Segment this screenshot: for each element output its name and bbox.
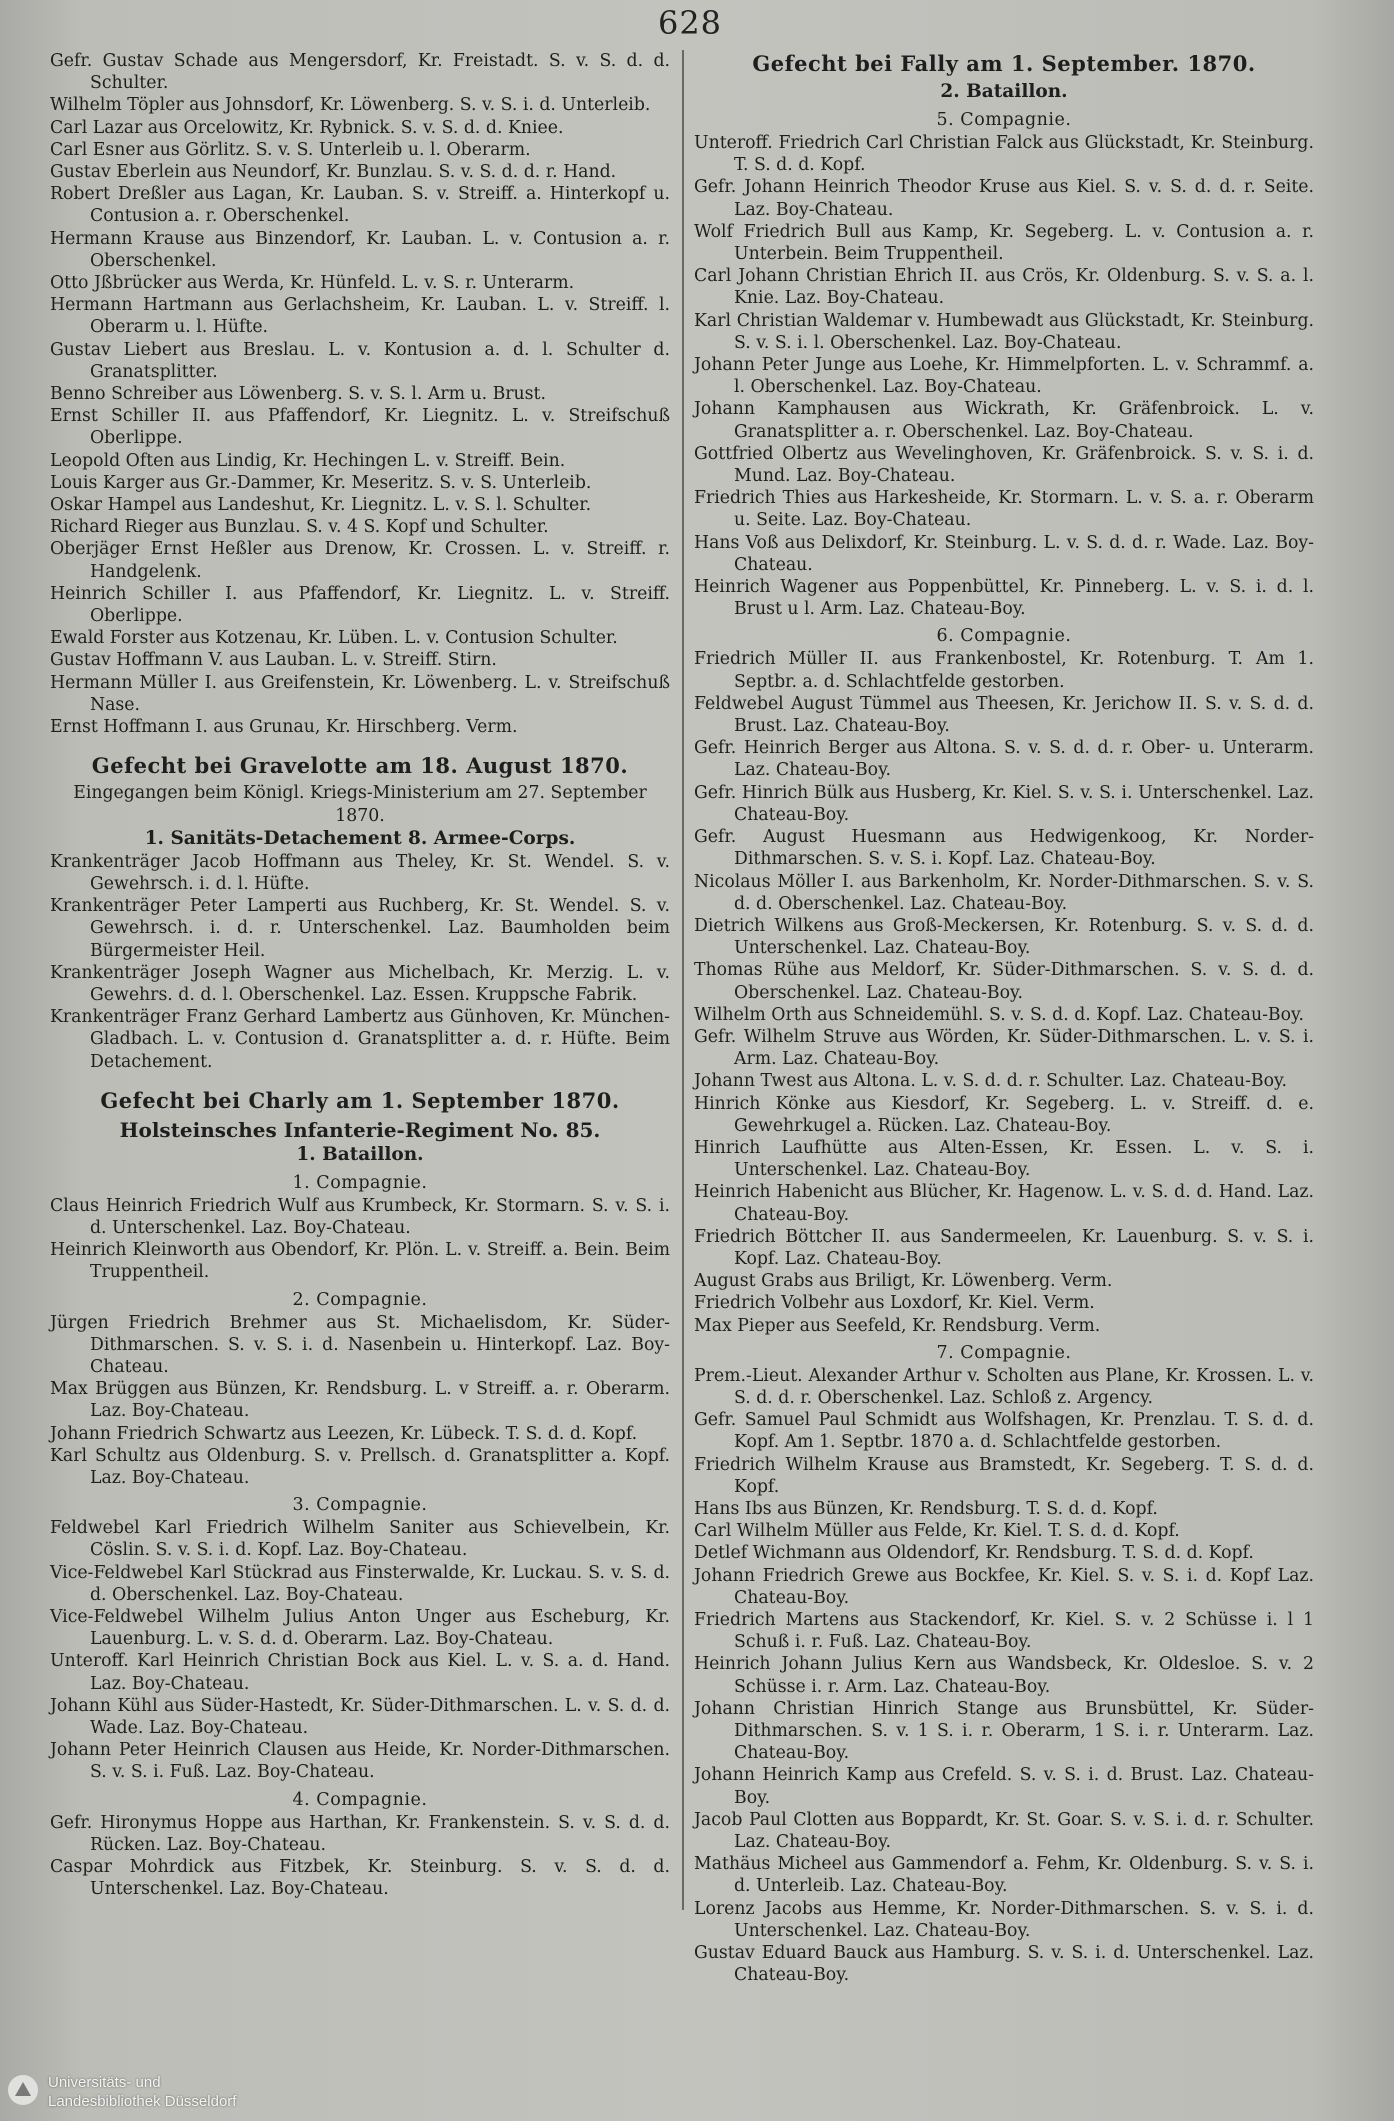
casualty-entry: Wolf Friedrich Bull aus Kamp, Kr. Segeberg. L. v. Contusion a. r. Unterbein. Beim Truppentheil. bbox=[694, 221, 1314, 265]
casualty-entry: Oberjäger Ernst Heßler aus Drenow, Kr. Crossen. L. v. Streiff. r. Handgelenk. bbox=[50, 539, 670, 582]
casualty-entry: Friedrich Martens aus Stackendorf, Kr. Kiel. S. v. 2 Schüsse i. l 1 Schuß i. r. Fuß. Laz. Chateau-Boy. bbox=[694, 1610, 1314, 1653]
casualty-entry: Johann Christian Hinrich Stange aus Brunsbüttel, Kr. Süder-Dithmarschen. S. v. 1 S. i. r. Oberarm, 1 S. i. r. Unterarm. Laz. Chateau-Boy. bbox=[694, 1698, 1314, 1764]
casualty-entry: Benno Schreiber aus Löwenberg. S. v. S. l. Arm u. Brust. bbox=[50, 384, 546, 405]
casualty-entry: Wilhelm Orth aus Schneidemühl. S. v. S. d. d. Kopf. Laz. Chateau-Boy. bbox=[694, 1004, 1304, 1025]
unit-heading: 1. Sanitäts-Detachement 8. Armee-Corps. bbox=[144, 827, 576, 849]
casualty-entry: Jacob Paul Clotten aus Boppardt, Kr. St. Goar. S. v. S. i. d. r. Schulter. Laz. Chateau-Boy. bbox=[694, 1809, 1314, 1853]
library-credit bbox=[48, 2073, 236, 2111]
casualty-entry: Ewald Forster aus Kotzenau, Kr. Lüben. L. v. Contusion Schulter. bbox=[50, 628, 618, 649]
casualty-entry: Detlef Wichmann aus Oldendorf, Kr. Rendsburg. T. S. d. d. Kopf. bbox=[694, 1543, 1254, 1564]
casualty-entry: Gefr. Johann Heinrich Theodor Kruse aus Kiel. S. v. S. d. d. r. Seite. Laz. Boy-Chateau. bbox=[694, 177, 1314, 220]
casualty-entry: Krankenträger Joseph Wagner aus Michelbach, Kr. Merzig. L. v. Gewehrs. d. d. l. Oberschenkel. Laz. Essen. Kruppsche Fabrik. bbox=[50, 962, 670, 1005]
casualty-entry: Hans Voß aus Delixdorf, Kr. Steinburg. L. v. S. d. d. r. Wade. Laz. Boy-Chateau. bbox=[694, 532, 1314, 575]
right-column bbox=[694, 50, 1314, 1986]
casualty-entry: Carl Lazar aus Orcelowitz, Kr. Rybnick. S. v. S. d. d. Kniee. bbox=[50, 117, 564, 138]
casualty-entry: Claus Heinrich Friedrich Wulf aus Krumbeck, Kr. Stormarn. S. v. S. i. d. Unterschenkel. Laz. Boy-Chateau. bbox=[50, 1195, 670, 1238]
casualty-entry: Hermann Müller I. aus Greifenstein, Kr. Löwenberg. L. v. Streifschuß Nase. bbox=[50, 672, 670, 715]
casualty-entry: Johann Heinrich Kamp aus Crefeld. S. v. S. i. d. Brust. Laz. Chateau-Boy. bbox=[694, 1765, 1314, 1808]
library-credit-line2: Landesbibliothek Düsseldorf bbox=[48, 2093, 237, 2110]
casualty-entry: Max Brüggen aus Bünzen, Kr. Rendsburg. L. v Streiff. a. r. Oberarm. Laz. Boy-Chateau. bbox=[50, 1379, 670, 1422]
casualty-entry: Gefr. Hironymus Hoppe aus Harthan, Kr. Frankenstein. S. v. S. d. d. Rücken. Laz. Boy-Chateau. bbox=[50, 1812, 670, 1855]
casualty-entry: Gefr. August Huesmann aus Hedwigenkoog, Kr. Norder-Dithmarschen. S. v. S. i. Kopf. Laz. Chateau-Boy. bbox=[694, 827, 1314, 870]
casualty-entry: Krankenträger Franz Gerhard Lambertz aus Günhoven, Kr. München-Gladbach. L. v. Contusion d. Granatsplitter a. d. r. Hüfte. Beim Detachement. bbox=[50, 1007, 670, 1072]
casualty-entry: Oskar Hampel aus Landeshut, Kr. Liegnitz. L. v. S. l. Schulter. bbox=[50, 495, 592, 516]
left-column bbox=[50, 50, 670, 1910]
casualty-entry: Lorenz Jacobs aus Hemme, Kr. Norder-Dithmarschen. S. v. S. i. d. Unterschenkel. Laz. Chateau-Boy. bbox=[694, 1898, 1314, 1941]
casualty-entry: Heinrich Johann Julius Kern aus Wandsbeck, Kr. Oldesloe. S. v. 2 Schüsse i. r. Arm. Laz. Chateau-Boy. bbox=[694, 1654, 1314, 1697]
casualty-entry: Hermann Hartmann aus Gerlachsheim, Kr. Lauban. L. v. Streiff. l. Oberarm u. l. Hüfte. bbox=[50, 295, 670, 338]
casualty-entry: Dietrich Wilkens aus Groß-Meckersen, Kr. Rotenburg. S. v. S. d. d. Unterschenkel. Laz. Chateau-Boy. bbox=[694, 915, 1314, 959]
casualty-entry: Vice-Feldwebel Karl Stückrad aus Finsterwalde, Kr. Luckau. S. v. S. d. d. Oberschenkel. Laz. Boy-Chateau. bbox=[50, 1562, 670, 1605]
casualty-entry: Otto Jßbrücker aus Werda, Kr. Hünfeld. L. v. S. r. Unterarm. bbox=[50, 273, 575, 294]
page-number: 628 bbox=[657, 4, 723, 42]
regiment-heading: Holsteinsches Infanterie-Regiment No. 85. bbox=[119, 1117, 601, 1142]
casualty-entry: Gustav Hoffmann V. aus Lauban. L. v. Streiff. Stirn. bbox=[50, 650, 497, 671]
casualty-entry: Karl Christian Waldemar v. Humbewadt aus Glückstadt, Kr. Steinburg. S. v. S. i. l. Oberschenkel. Laz. Boy-Chateau. bbox=[694, 310, 1314, 353]
casualty-entry: Friedrich Böttcher II. aus Sandermeelen, Kr. Lauenburg. S. v. S. i. Kopf. Laz. Chateau-Boy. bbox=[694, 1226, 1314, 1269]
report-note: Eingegangen beim Königl. Kriegs-Ministerium am 27. September 1870. bbox=[73, 783, 647, 826]
casualty-entry: Vice-Feldwebel Wilhelm Julius Anton Unger aus Escheburg, Kr. Lauenburg. L. v. S. d. d. Oberarm. Laz. Boy-Chateau. bbox=[50, 1606, 670, 1650]
casualty-entry: Carl Wilhelm Müller aus Felde, Kr. Kiel. T. S. d. d. Kopf. bbox=[694, 1521, 1180, 1542]
casualty-entry: Nicolaus Möller I. aus Barkenholm, Kr. Norder-Dithmarschen. S. v. S. d. d. Oberschenkel. Laz. Chateau-Boy. bbox=[694, 871, 1314, 914]
casualty-entry: Gustav Liebert aus Breslau. L. v. Kontusion a. d. l. Schulter d. Granatsplitter. bbox=[50, 339, 670, 382]
casualty-entry: Friedrich Wilhelm Krause aus Bramstedt, Kr. Segeberg. T. S. d. d. Kopf. bbox=[694, 1454, 1314, 1497]
casualty-entry: Ernst Schiller II. aus Pfaffendorf, Kr. Liegnitz. L. v. Streifschuß Oberlippe. bbox=[50, 406, 670, 449]
casualty-entry: Johann Peter Junge aus Loehe, Kr. Himmelpforten. L. v. Schrammf. a. l. Oberschenkel. Laz. Boy-Chateau. bbox=[694, 355, 1314, 398]
company-heading: 1. Compagnie. bbox=[292, 1172, 428, 1193]
casualty-entry: Johann Friedrich Schwartz aus Leezen, Kr. Lübeck. T. S. d. d. Kopf. bbox=[50, 1423, 638, 1444]
casualty-entry: Gottfried Olbertz aus Wevelinghoven, Kr. Gräfenbroick. S. v. S. i. d. Mund. Laz. Boy-Chateau. bbox=[694, 443, 1314, 487]
casualty-entry: Unteroff. Friedrich Carl Christian Falck aus Glückstadt, Kr. Steinburg. T. S. d. d. Kopf. bbox=[694, 133, 1314, 176]
casualty-entry: Johann Peter Heinrich Clausen aus Heide, Kr. Norder-Dithmarschen. S. v. S. i. Fuß. Laz. Boy-Chateau. bbox=[50, 1740, 670, 1783]
casualty-entry: Johann Twest aus Altona. L. v. S. d. d. r. Schulter. Laz. Chateau-Boy. bbox=[694, 1071, 1287, 1092]
battle-heading: Gefecht bei Gravelotte am 18. August 1870. bbox=[91, 753, 629, 779]
library-logo-icon bbox=[6, 2073, 40, 2107]
casualty-entry: Gefr. Heinrich Berger aus Altona. S. v. S. d. d. r. Ober- u. Unterarm. Laz. Chateau-Boy. bbox=[694, 738, 1314, 781]
casualty-entry: Gefr. Samuel Paul Schmidt aus Wolfshagen, Kr. Prenzlau. T. S. d. d. Kopf. Am 1. Septbr. 1870 a. d. Schlachtfelde gestorben. bbox=[694, 1410, 1314, 1453]
casualty-entry: Friedrich Volbehr aus Loxdorf, Kr. Kiel. Verm. bbox=[694, 1293, 1095, 1314]
company-heading: 2. Compagnie. bbox=[292, 1289, 428, 1310]
casualty-entry: Heinrich Kleinworth aus Obendorf, Kr. Plön. L. v. Streiff. a. Bein. Beim Truppentheil. bbox=[50, 1240, 670, 1283]
company-heading: 7. Compagnie. bbox=[936, 1342, 1072, 1363]
casualty-entry: August Grabs aus Briligt, Kr. Löwenberg. Verm. bbox=[694, 1271, 1113, 1292]
casualty-entry: Friedrich Müller II. aus Frankenbostel, Kr. Rotenburg. T. Am 1. Septbr. a. d. Schlachtfelde gestorben. bbox=[694, 649, 1314, 692]
casualty-entry: Gefr. Gustav Schade aus Mengersdorf, Kr. Freistadt. S. v. S. d. d. Schulter. bbox=[50, 51, 670, 94]
casualty-entry: Gustav Eberlein aus Neundorf, Kr. Bunzlau. S. v. S. d. d. r. Hand. bbox=[50, 162, 617, 183]
casualty-entry: Feldwebel August Tümmel aus Theesen, Kr. Jerichow II. S. v. S. d. d. Brust. Laz. Chateau-Boy. bbox=[694, 693, 1314, 737]
casualty-entry: Prem.-Lieut. Alexander Arthur v. Scholten aus Plane, Kr. Krossen. L. v. S. d. d. r. Oberschenkel. Laz. Schloß z. Argency. bbox=[694, 1365, 1314, 1408]
casualty-entry: Caspar Mohrdick aus Fitzbek, Kr. Steinburg. S. v. S. d. d. Unterschenkel. Laz. Boy-Chateau. bbox=[50, 1857, 670, 1900]
battle-heading: Gefecht bei Charly am 1. September 1870. bbox=[100, 1087, 620, 1113]
casualty-entry: Gefr. Wilhelm Struve aus Wörden, Kr. Süder-Dithmarschen. L. v. S. i. Arm. Laz. Chateau-Boy. bbox=[694, 1026, 1314, 1070]
casualty-entry: Johann Friedrich Grewe aus Bockfee, Kr. Kiel. S. v. S. i. d. Kopf Laz. Chateau-Boy. bbox=[694, 1565, 1314, 1608]
company-heading: 3. Compagnie. bbox=[292, 1495, 428, 1516]
casualty-entry: Mathäus Micheel aus Gammendorf a. Fehm, Kr. Oldenburg. S. v. S. i. d. Unterleib. Laz. Chateau-Boy. bbox=[694, 1854, 1314, 1897]
casualty-entry: Thomas Rühe aus Meldorf, Kr. Süder-Dithmarschen. S. v. S. d. d. Oberschenkel. Laz. Chateau-Boy. bbox=[694, 960, 1314, 1003]
casualty-entry: Gefr. Hinrich Bülk aus Husberg, Kr. Kiel. S. v. S. i. Unterschenkel. Laz. Chateau-Boy. bbox=[694, 782, 1314, 825]
casualty-entry: Friedrich Thies aus Harkesheide, Kr. Stormarn. L. v. S. a. r. Oberarm u. Seite. Laz. Boy-Chateau. bbox=[694, 488, 1314, 531]
battle-heading: Gefecht bei Fally am 1. September. 1870. bbox=[752, 51, 1256, 76]
casualty-entry: Hinrich Könke aus Kiesdorf, Kr. Segeberg. L. v. Streiff. d. e. Gewehrkugel a. Rücken. Laz. Chateau-Boy. bbox=[694, 1093, 1314, 1136]
casualty-entry: Carl Esner aus Görlitz. S. v. S. Unterleib u. l. Oberarm. bbox=[50, 139, 531, 160]
company-heading: 5. Compagnie. bbox=[936, 110, 1072, 130]
company-heading: 4. Compagnie. bbox=[292, 1789, 428, 1810]
casualty-entry: Hinrich Laufhütte aus Alten-Essen, Kr. Essen. L. v. S. i. Unterschenkel. Laz. Chateau-Boy. bbox=[694, 1137, 1314, 1181]
casualty-entry: Leopold Often aus Lindig, Kr. Hechingen L. v. Streiff. Bein. bbox=[50, 450, 566, 471]
casualty-entry: Max Pieper aus Seefeld, Kr. Rendsburg. Verm. bbox=[694, 1315, 1101, 1336]
library-credit-line1: Universitäts- und bbox=[48, 2074, 161, 2091]
casualty-entry: Robert Dreßler aus Lagan, Kr. Lauban. S. v. Streiff. a. Hinterkopf u. Contusion a. r. Oberschenkel. bbox=[50, 184, 670, 227]
casualty-entry: Heinrich Schiller I. aus Pfaffendorf, Kr. Liegnitz. L. v. Streiff. Oberlippe. bbox=[50, 583, 670, 627]
casualty-entry: Johann Kühl aus Süder-Hastedt, Kr. Süder-Dithmarschen. L. v. S. d. d. Wade. Laz. Boy-Chateau. bbox=[50, 1695, 670, 1738]
casualty-entry: Ernst Hoffmann I. aus Grunau, Kr. Hirschberg. Verm. bbox=[50, 717, 518, 738]
unit-heading: 1. Bataillon. bbox=[296, 1143, 424, 1165]
casualty-entry: Johann Kamphausen aus Wickrath, Kr. Gräfenbroick. L. v. Granatsplitter a. r. Oberschenkel. Laz. Boy-Chateau. bbox=[694, 399, 1314, 442]
casualty-entry: Heinrich Habenicht aus Blücher, Kr. Hagenow. L. v. S. d. d. Hand. Laz. Chateau-Boy. bbox=[694, 1182, 1314, 1225]
casualty-entry: Richard Rieger aus Bunzlau. S. v. 4 S. Kopf und Schulter. bbox=[50, 517, 549, 538]
casualty-entry: Louis Karger aus Gr.-Dammer, Kr. Meseritz. S. v. S. Unterleib. bbox=[50, 472, 592, 493]
casualty-entry: Unteroff. Karl Heinrich Christian Bock aus Kiel. L. v. S. a. d. Hand. Laz. Boy-Chateau. bbox=[50, 1651, 670, 1694]
casualty-entry: Hermann Krause aus Binzendorf, Kr. Lauban. L. v. Contusion a. r. Oberschenkel. bbox=[50, 228, 670, 271]
casualty-entry: Feldwebel Karl Friedrich Wilhelm Saniter aus Schievelbein, Kr. Cöslin. S. v. S. i. d. Kopf. Laz. Boy-Chateau. bbox=[50, 1518, 670, 1561]
casualty-entry: Carl Johann Christian Ehrich II. aus Crös, Kr. Oldenburg. S. v. S. a. l. Knie. Laz. Boy-Chateau. bbox=[694, 266, 1314, 309]
library-footer bbox=[0, 2051, 260, 2121]
casualty-entry: Karl Schultz aus Oldenburg. S. v. Prellsch. d. Granatsplitter a. Kopf. Laz. Boy-Chateau. bbox=[50, 1445, 670, 1488]
column-divider bbox=[682, 50, 684, 1910]
unit-heading: 2. Bataillon. bbox=[940, 81, 1068, 102]
casualty-entry: Wilhelm Töpler aus Johnsdorf, Kr. Löwenberg. S. v. S. i. d. Unterleib. bbox=[50, 95, 651, 116]
casualty-entry: Heinrich Wagener aus Poppenbüttel, Kr. Pinneberg. L. v. S. i. d. l. Brust u l. Arm. Laz. Chateau-Boy. bbox=[694, 577, 1314, 620]
casualty-entry: Jürgen Friedrich Brehmer aus St. Michaelisdom, Kr. Süder-Dithmarschen. S. v. S. i. d. Nasenbein u. Hinterkopf. Laz. Boy-Chateau. bbox=[50, 1312, 670, 1377]
company-heading: 6. Compagnie. bbox=[936, 626, 1072, 647]
casualty-entry: Gustav Eduard Bauck aus Hamburg. S. v. S. i. d. Unterschenkel. Laz. Chateau-Boy. bbox=[694, 1943, 1314, 1986]
casualty-entry: Hans Ibs aus Bünzen, Kr. Rendsburg. T. S. d. d. Kopf. bbox=[694, 1498, 1158, 1519]
casualty-entry: Krankenträger Peter Lamperti aus Ruchberg, Kr. St. Wendel. S. v. Gewehrsch. i. d. r. Unterschenkel. Laz. Baumholden beim Bürgermeister Heil. bbox=[50, 896, 670, 961]
casualty-entry: Krankenträger Jacob Hoffmann aus Theley, Kr. St. Wendel. S. v. Gewehrsch. i. d. l. Hüfte. bbox=[50, 851, 670, 894]
